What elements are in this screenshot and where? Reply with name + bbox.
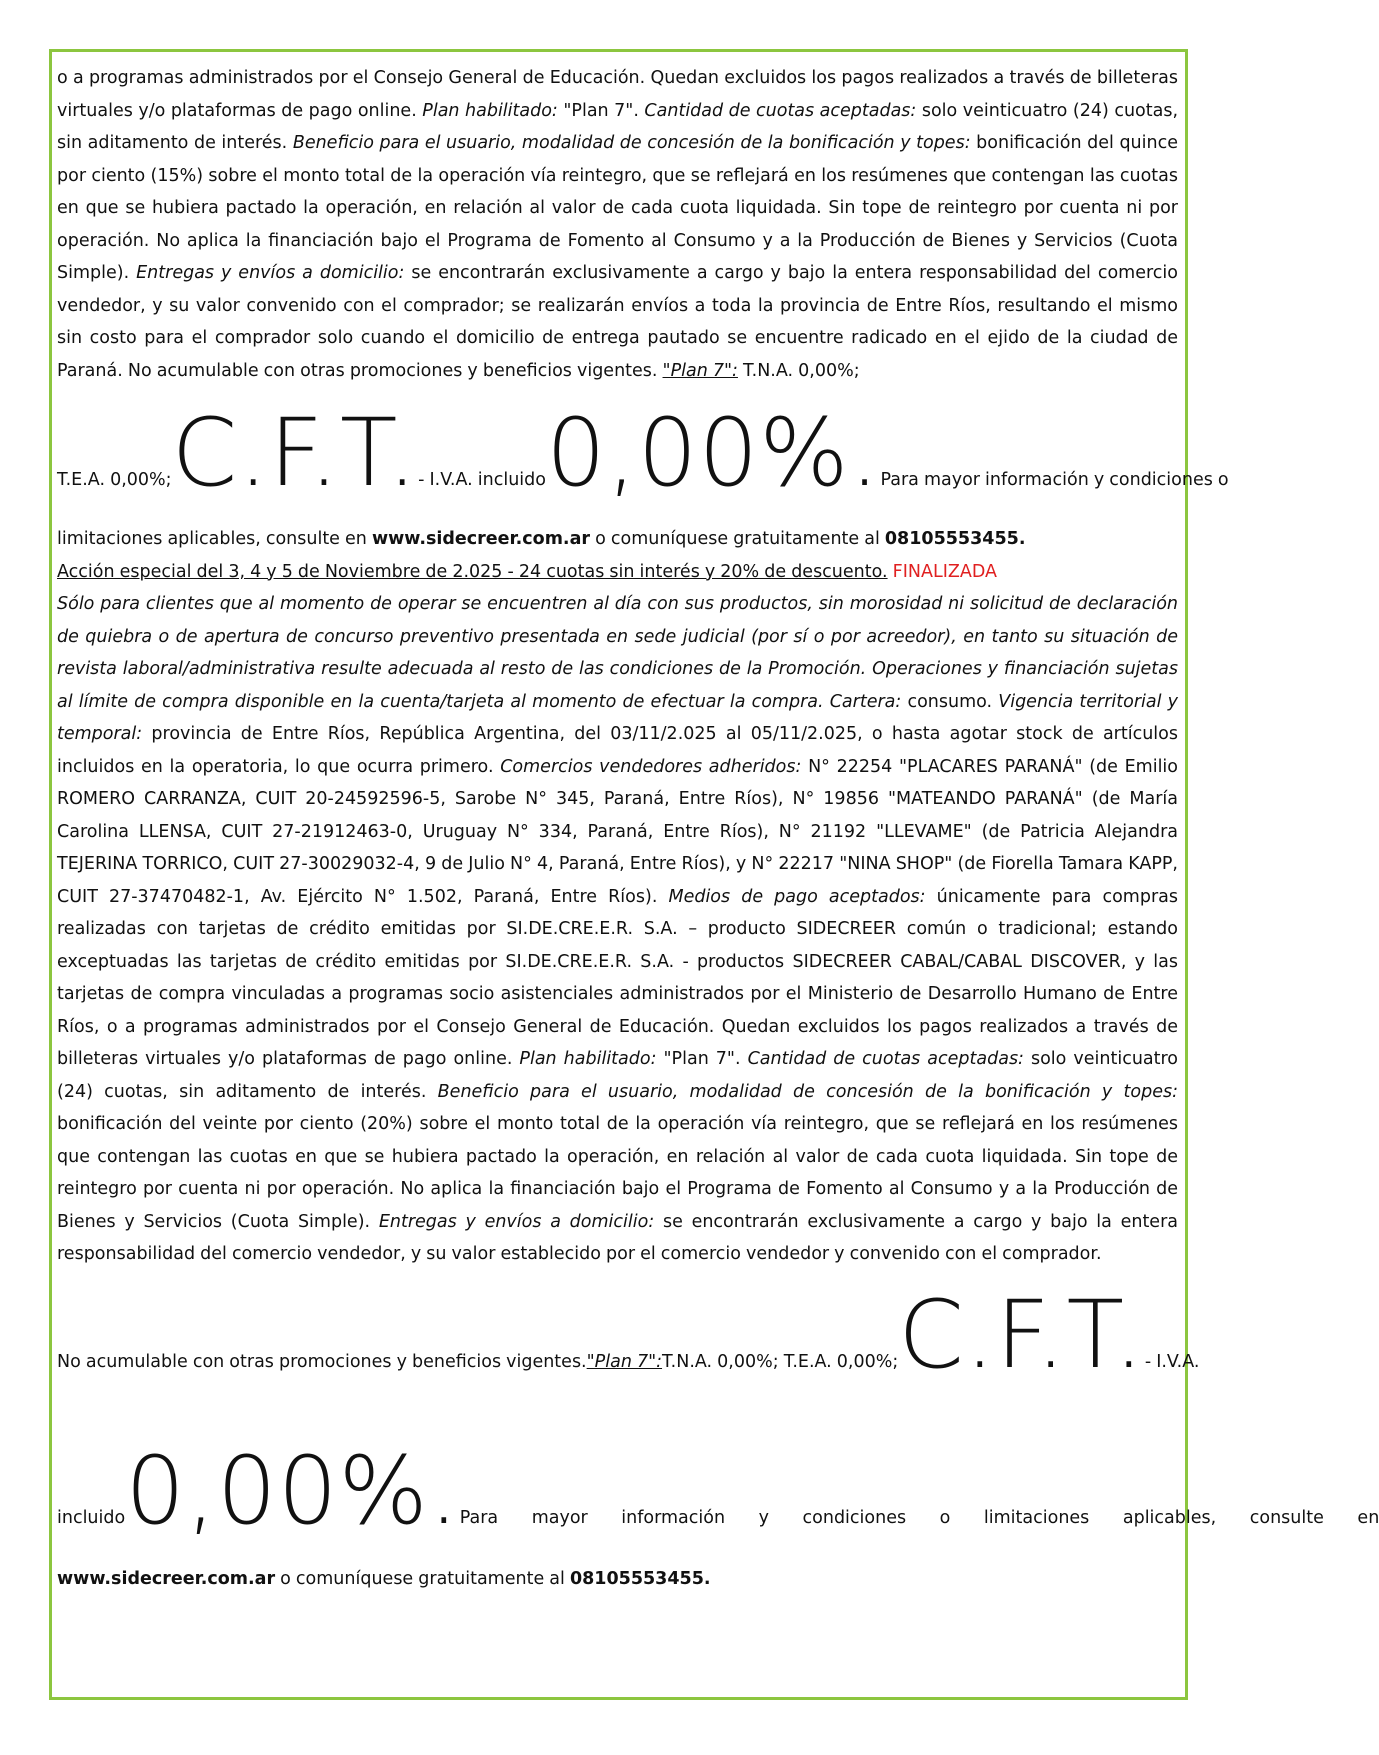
cft-line-3 <box>57 1436 1379 1546</box>
website-link[interactable]: www.sidecreer.com.ar <box>371 529 591 549</box>
entregas-label-2: Entregas y envíos a domicilio: <box>378 1211 655 1232</box>
contact-line-1: limitaciones aplicables, consulte en www.sidecreer.com.ar o comuníquese gratuitamente al 08105553455. <box>57 529 1026 549</box>
phone-number-2: 08105553455. <box>569 1568 711 1589</box>
vigencia-label: Vigencia territorial y temporal: <box>57 691 1178 744</box>
incluido-label: incluido <box>57 1507 126 1528</box>
plan7-label: "Plan 7": <box>662 360 738 381</box>
promo-paragraph-1: o a programas administrados por el Consejo General de Educación. Quedan excluidos los pagos realizados a través de billeteras virtuales y/o plataformas de pago online. Plan habilitado: "Plan 7". Cantidad de cuotas aceptadas: solo veinticuatro (24) cuotas, sin aditamento de interés. Beneficio para el usuario, modalidad de concesión de la bonificación y topes: bonificación del quince por ciento (15%) sobre el monto total de la operación vía reintegro, que se reflejará en los resúmenes que contengan las cuotas en que se hubiera pactado la operación, en relación al valor de cada cuota liquidada. Sin tope de reintegro por cuenta ni por operación. No aplica la financiación bajo el Programa de Fomento al Consumo y a la Producción de Bienes y Servicios (Cuota Simple). Entregas y envíos a domicilio: se encontrarán exclusivamente a cargo y bajo la entera responsabilidad del comercio vendedor, y su valor convenido con el comprador; se realizarán envíos a toda la provincia de Entre Ríos, resultando el mismo sin costo para el comprador solo cuando el domicilio de entrega pautado se encuentre radicado en el ejido de la ciudad de Paraná. No acumulable con otras promociones y beneficios vigentes. "Plan 7": T.N.A. 0,00%; <box>57 68 1179 381</box>
tea-rate: T.E.A. 0,00%; <box>57 470 172 490</box>
promo-paragraph-2: Sólo para clientes que al momento de operar se encuentren al día con sus productos, sin morosidad ni solicitud de declaración de quiebra o de apertura de concurso preventivo presentada en sede judicial (por sí o por acreedor), en tanto su situación de revista laboral/administrativa resulte adecuada al resto de las condiciones de la Promoción. Operaciones y financiación sujetas al límite de compra disponible en la cuenta/tarjeta al momento de efectuar la compra. Cartera: consumo. Vigencia territorial y temporal: provincia de Entre Ríos, República Argentina, del 03/11/2.025 al 05/11/2.025, o hasta agotar stock de artículos incluidos en la operatoria, lo que ocurra primero. Comercios vendedores adheridos: N° 22254 "PLACARES PARANÁ" (de Emilio ROMERO CARRANZA, CUIT 20-24592596-5, Sarobe N° 345, Paraná, Entre Ríos), N° 19856 "MATEANDO PARANÁ" (de María Carolina LLENSA, CUIT 27-21912463-0, Uruguay N° 334, Paraná, Entre Ríos), N° 21192 "LLEVAME" (de Patricia Alejandra TEJERINA TORRICO, CUIT 27-30029032-4, 9 de Julio N° 4, Paraná, Entre Ríos), y N° 22217 "NINA SHOP" (de Fiorella Tamara KAPP, CUIT 27-37470482-1, Av. Ejército N° 1.502, Paraná, Entre Ríos). Medios de pago aceptados: únicamente para compras realizadas con tarjetas de crédito emitidas por SI.DE.CRE.E.R. S.A. – producto SIDECREER común o tradicional; estando exceptuadas las tarjetas de crédito emitidas por SI.DE.CRE.E.R. S.A. - productos SIDECREER CABAL/CABAL DISCOVER, y las tarjetas de compra vinculadas a programas socio asistenciales administrados por el Ministerio de Desarrollo Humano de Entre Ríos, o a programas administrados por el Consejo General de Educación. Quedan excluidos los pagos realizados a través de billeteras virtuales y/o plataformas de pago online. Plan habilitado: "Plan 7". Cantidad de cuotas aceptadas: solo veinticuatro (24) cuotas, sin aditamento de interés. Beneficio para el usuario, modalidad de concesión de la bonificación y topes: bonificación del veinte por ciento (20%) sobre el monto total de la operación vía reintegro, que se reflejará en los resúmenes que contengan las cuotas en que se hubiera pactado la operación, en relación al valor de cada cuota liquidada. Sin tope de reintegro por cuenta ni por operación. No aplica la financiación bajo el Programa de Fomento al Consumo y a la Producción de Bienes y Servicios (Cuota Simple). Entregas y envíos a domicilio: se encontrarán exclusivamente a cargo y bajo la entera responsabilidad del comercio vendedor, y su valor establecido por el comercio vendedor y convenido con el comprador. <box>57 594 1179 1264</box>
cft-value-2: 0,00%. <box>125 1436 460 1546</box>
beneficio-label: Beneficio para el usuario, modalidad de concesión de la bonificación y topes: <box>292 133 971 153</box>
info-text: Para mayor información y condiciones o <box>880 470 1229 490</box>
cft-line-1 <box>57 399 1229 508</box>
cft-label: C.F.T. <box>171 399 419 508</box>
plan-label-2: Plan habilitado: <box>519 1049 657 1069</box>
entregas-label: Entregas y envíos a domicilio: <box>136 263 405 283</box>
info-text-2: Para mayor información y condiciones o limitaciones aplicables, consulte en <box>459 1507 1379 1528</box>
phone-number: 08105553455. <box>884 529 1026 549</box>
plan-label: Plan habilitado: <box>422 100 558 121</box>
cft-line-2 <box>57 1280 1200 1390</box>
website-link-2[interactable]: www.sidecreer.com.ar <box>57 1568 276 1589</box>
no-acumulable: No acumulable con otras promociones y beneficios vigentes. <box>57 1351 587 1372</box>
status-badge: FINALIZADA <box>892 561 997 582</box>
document-body <box>57 62 1379 1595</box>
contact-line-2: www.sidecreer.com.ar o comuníquese gratuitamente al 08105553455. <box>57 1568 711 1589</box>
iva-label: - I.V.A. <box>1144 1351 1200 1372</box>
medios-label: Medios de pago aceptados: <box>668 886 926 907</box>
iva-incluido: - I.V.A. incluido <box>418 470 546 490</box>
cuotas-label-2: Cantidad de cuotas aceptadas: <box>747 1049 1024 1069</box>
tna-tea-rate: T.N.A. 0,00%; T.E.A. 0,00%; <box>662 1351 899 1372</box>
section-title <box>57 556 1178 589</box>
intro-text: Sólo para clientes que al momento de operar se encuentren al día con sus productos, sin morosidad ni solicitud de declaración de quiebra o de apertura de concurso preventivo presentada en sede judicial (por sí o por acreedor), en tanto su situación de revista laboral/administrativa resulte adecuada al resto de las condiciones de la Promoción. Operaciones y financiación sujetas al límite de compra disponible en la cuenta/tarjeta al momento de efectuar la compra. Cartera: <box>57 594 1178 712</box>
comercios-label: Comercios vendedores adheridos: <box>500 756 802 777</box>
cft-value: 0,00%. <box>545 399 881 508</box>
plan7-label-2: "Plan 7": <box>586 1351 663 1372</box>
promo-title: Acción especial del 3, 4 y 5 de Noviembre de 2.025 - 24 cuotas sin interés y 20% de descuento. <box>57 561 888 582</box>
cft-label-2: C.F.T. <box>898 1280 1145 1390</box>
beneficio-label-2: Beneficio para el usuario, modalidad de concesión de la bonificación y topes: <box>437 1081 1178 1102</box>
cuotas-label: Cantidad de cuotas aceptadas: <box>644 100 917 121</box>
